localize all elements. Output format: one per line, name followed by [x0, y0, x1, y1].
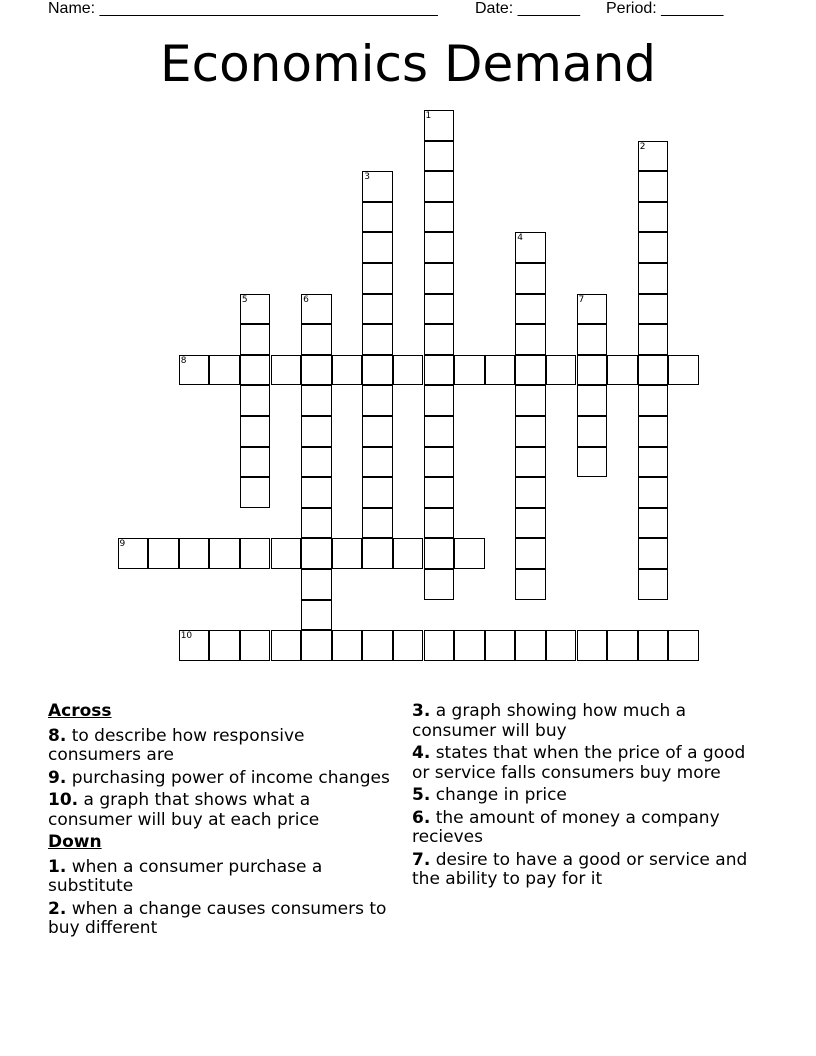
- grid-cell[interactable]: [577, 630, 608, 661]
- grid-cell[interactable]: [424, 232, 455, 263]
- grid-cell[interactable]: [362, 538, 393, 569]
- grid-cell[interactable]: [607, 355, 638, 386]
- grid-cell[interactable]: [301, 416, 332, 447]
- grid-cell[interactable]: [271, 538, 302, 569]
- grid-cell[interactable]: [577, 416, 608, 447]
- grid-cell[interactable]: [332, 538, 363, 569]
- clue-down-6: 6. the amount of money a company recieves: [412, 807, 720, 847]
- grid-cell[interactable]: [668, 355, 699, 386]
- clue-down-7: 7. desire to have a good or service and the ability to pay for it: [412, 849, 748, 889]
- grid-cell[interactable]: [515, 355, 546, 386]
- grid-cell[interactable]: [332, 355, 363, 386]
- across-heading: Across: [48, 701, 112, 721]
- grid-cell[interactable]: [179, 630, 210, 661]
- clue-down-1: 1. when a consumer purchase a substitute: [48, 856, 323, 896]
- grid-cell[interactable]: [240, 538, 271, 569]
- grid-cell[interactable]: [577, 324, 608, 355]
- grid-cell[interactable]: [546, 630, 577, 661]
- grid-cell[interactable]: [638, 477, 669, 508]
- grid-cell[interactable]: [301, 508, 332, 539]
- grid-cell[interactable]: [638, 385, 669, 416]
- date-field-label: Date: _______: [475, 0, 580, 17]
- grid-cell[interactable]: [638, 202, 669, 233]
- grid-cell[interactable]: [638, 416, 669, 447]
- name-field-label: Name: ______________________________________: [48, 0, 438, 17]
- clue-number: 8: [180, 355, 187, 366]
- grid-cell[interactable]: [638, 324, 669, 355]
- grid-cell[interactable]: [424, 141, 455, 172]
- clue-number: 6: [303, 294, 309, 305]
- grid-cell[interactable]: [515, 447, 546, 478]
- grid-cell[interactable]: [240, 477, 271, 508]
- grid-cell[interactable]: [118, 538, 149, 569]
- grid-cell[interactable]: [638, 630, 669, 661]
- grid-cell[interactable]: [240, 294, 271, 325]
- grid-cell[interactable]: [362, 355, 393, 386]
- grid-cell[interactable]: [515, 263, 546, 294]
- clue-number: 1: [425, 111, 432, 121]
- grid-cell[interactable]: [362, 385, 393, 416]
- page-title: Economics Demand: [159, 35, 657, 93]
- clue-number: 2: [639, 141, 646, 152]
- grid-cell[interactable]: [424, 385, 455, 416]
- grid-cell[interactable]: [515, 416, 546, 447]
- grid-cell[interactable]: [577, 385, 608, 416]
- grid-cell[interactable]: [424, 202, 455, 233]
- grid-cell[interactable]: [638, 508, 669, 539]
- grid-cell[interactable]: [454, 355, 485, 386]
- grid-cell[interactable]: [240, 385, 271, 416]
- grid-cell[interactable]: [515, 630, 546, 661]
- grid-cell[interactable]: [454, 630, 485, 661]
- grid-cell[interactable]: [362, 477, 393, 508]
- grid-cell[interactable]: [515, 508, 546, 539]
- clue-across-9: 9. purchasing power of income changes: [48, 767, 390, 788]
- grid-cell[interactable]: [393, 538, 424, 569]
- clue-down-3: 3. a graph showing how much a consumer will buy: [412, 701, 687, 741]
- grid-cell[interactable]: [424, 447, 455, 478]
- grid-cell[interactable]: [240, 324, 271, 355]
- grid-cell[interactable]: [362, 294, 393, 325]
- grid-cell[interactable]: [179, 355, 210, 386]
- grid-cell[interactable]: [515, 294, 546, 325]
- grid-cell[interactable]: [577, 294, 608, 325]
- grid-cell[interactable]: [301, 569, 332, 600]
- clue-number: 4: [517, 233, 524, 244]
- grid-cell[interactable]: [424, 171, 455, 202]
- grid-cell[interactable]: [362, 232, 393, 263]
- clue-number: 7: [578, 294, 585, 305]
- grid-cell[interactable]: [424, 263, 455, 294]
- grid-cell[interactable]: [301, 600, 332, 631]
- grid-cell[interactable]: [424, 294, 455, 325]
- grid-cell[interactable]: [546, 355, 577, 386]
- clue-down-5: 5. change in price: [412, 785, 567, 805]
- grid-cell[interactable]: [515, 477, 546, 508]
- grid-cell[interactable]: [209, 355, 240, 386]
- grid-cell[interactable]: [209, 630, 240, 661]
- grid-cell[interactable]: [362, 416, 393, 447]
- clues-left-column: [48, 702, 398, 942]
- grid-cell[interactable]: [638, 447, 669, 478]
- grid-cell[interactable]: [301, 538, 332, 569]
- grid-cell[interactable]: [301, 447, 332, 478]
- grid-cell[interactable]: [424, 569, 455, 600]
- grid-cell[interactable]: [638, 569, 669, 600]
- grid-cell[interactable]: [638, 232, 669, 263]
- grid-cell[interactable]: [148, 538, 179, 569]
- grid-cell[interactable]: [271, 355, 302, 386]
- grid-cell[interactable]: [362, 508, 393, 539]
- grid-cell[interactable]: [577, 447, 608, 478]
- grid-cell[interactable]: [638, 355, 669, 386]
- grid-cell[interactable]: [424, 110, 455, 141]
- clue-across-8: 8. to describe how responsive consumers are: [48, 725, 305, 765]
- grid-cell[interactable]: [362, 263, 393, 294]
- grid-cell[interactable]: [332, 630, 363, 661]
- grid-cell[interactable]: [515, 385, 546, 416]
- grid-cell[interactable]: [301, 355, 332, 386]
- grid-cell[interactable]: [362, 447, 393, 478]
- grid-cell[interactable]: [240, 447, 271, 478]
- grid-cell[interactable]: [607, 630, 638, 661]
- grid-cell[interactable]: [424, 355, 455, 386]
- grid-cell[interactable]: [668, 630, 699, 661]
- grid-cell[interactable]: [393, 630, 424, 661]
- grid-cell[interactable]: [362, 202, 393, 233]
- grid-cell[interactable]: [638, 294, 669, 325]
- grid-cell[interactable]: [424, 508, 455, 539]
- grid-cell[interactable]: [240, 630, 271, 661]
- grid-cell[interactable]: [638, 141, 669, 172]
- clue-number: 3: [364, 172, 371, 183]
- grid-cell[interactable]: [240, 355, 271, 386]
- grid-cell[interactable]: [485, 630, 516, 661]
- grid-cell[interactable]: [393, 355, 424, 386]
- grid-cell[interactable]: [638, 171, 669, 202]
- grid-cell[interactable]: [301, 294, 332, 325]
- grid-cell[interactable]: [424, 630, 455, 661]
- grid-cell[interactable]: [515, 569, 546, 600]
- grid-cell[interactable]: [638, 538, 669, 569]
- grid-cell[interactable]: [424, 477, 455, 508]
- clues-right-column: [412, 702, 752, 893]
- grid-cell[interactable]: [424, 538, 455, 569]
- grid-cell[interactable]: [209, 538, 240, 569]
- grid-cell[interactable]: [485, 355, 516, 386]
- period-field-label: Period: _______: [606, 0, 724, 17]
- grid-cell[interactable]: [515, 538, 546, 569]
- grid-cell[interactable]: [362, 630, 393, 661]
- grid-cell[interactable]: [515, 324, 546, 355]
- grid-cell[interactable]: [638, 263, 669, 294]
- clue-number: 5: [241, 294, 248, 305]
- clue-down-4: 4. states that when the price of a good or service falls consumers buy more: [412, 743, 746, 783]
- clue-number: 10: [180, 631, 193, 642]
- clue-number: 9: [119, 539, 126, 550]
- grid-cell[interactable]: [362, 324, 393, 355]
- clue-across-10: 10. a graph that shows what a consumer will buy at each price: [48, 790, 320, 830]
- grid-cell[interactable]: [179, 538, 210, 569]
- grid-cell[interactable]: [240, 416, 271, 447]
- grid-cell[interactable]: [362, 171, 393, 202]
- grid-cell[interactable]: [301, 477, 332, 508]
- grid-cell[interactable]: [454, 538, 485, 569]
- grid-cell[interactable]: [301, 630, 332, 661]
- grid-cell[interactable]: [271, 630, 302, 661]
- grid-cell[interactable]: [577, 355, 608, 386]
- grid-cell[interactable]: [424, 324, 455, 355]
- grid-cell[interactable]: [515, 232, 546, 263]
- grid-cell[interactable]: [301, 385, 332, 416]
- grid-cell[interactable]: [301, 324, 332, 355]
- grid-cell[interactable]: [424, 416, 455, 447]
- down-heading: Down: [48, 832, 102, 852]
- clue-down-2: 2. when a change causes consumers to buy different: [48, 898, 387, 938]
